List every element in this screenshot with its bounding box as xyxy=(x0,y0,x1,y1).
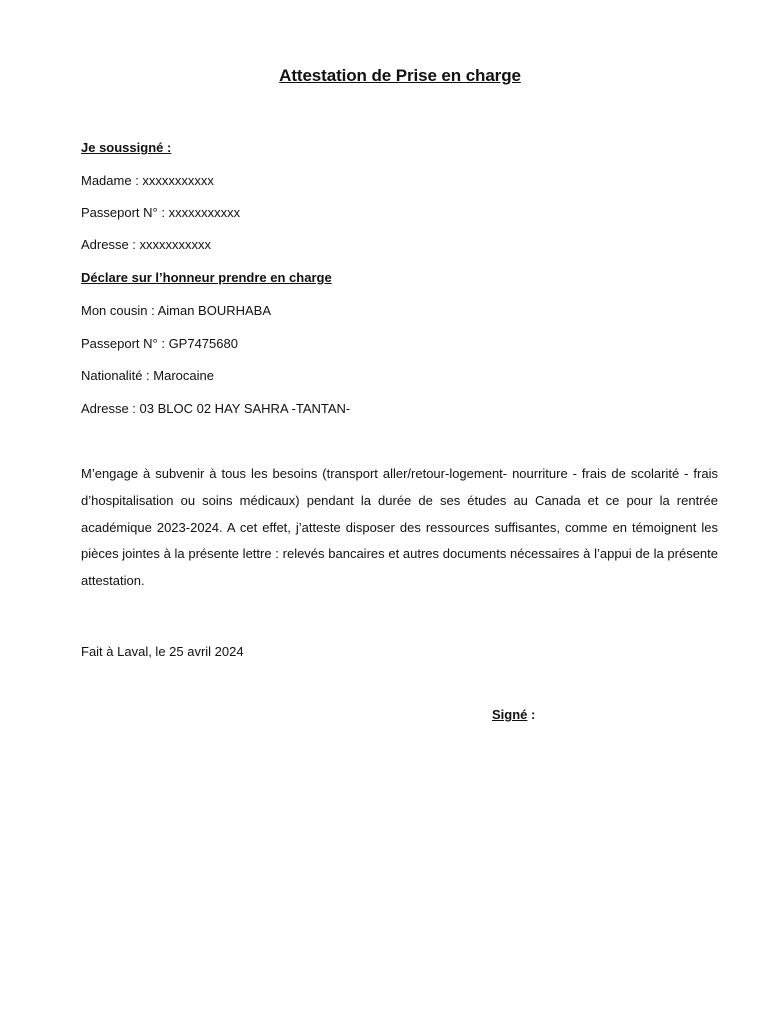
beneficiary-passport: Passeport N° : GP7475680 xyxy=(81,336,238,351)
section-heading-undersigned: Je soussigné : xyxy=(81,140,172,155)
document-title: Attestation de Prise en charge xyxy=(279,66,521,85)
signature-line xyxy=(492,707,535,722)
commitment-paragraph: M’engage à subvenir à tous les besoins (transport aller/retour-logement- nourriture - frais de scolarité - frais d’hospitalisation ou soins médicaux) pendant la durée de ses études au Canada et ce pour la rentrée académique 2023-2024. A cet effet, j’atteste disposer des ressources suffisantes, comme en témoignent les pièces jointes à la présente lettre : relevés bancaires et autres documents nécessaires à l’appui de la présente attestation. xyxy=(81,466,718,589)
place-and-date: Fait à Laval, le 25 avril 2024 xyxy=(81,644,244,659)
signature-colon: : xyxy=(527,707,536,722)
sponsor-name: Madame : xxxxxxxxxxx xyxy=(81,173,214,188)
signature-label: Signé xyxy=(492,707,528,722)
beneficiary-name: Mon cousin : Aiman BOURHABA xyxy=(81,303,272,318)
beneficiary-address: Adresse : 03 BLOC 02 HAY SAHRA -TANTAN- xyxy=(81,401,351,416)
beneficiary-nationality: Nationalité : Marocaine xyxy=(81,368,214,383)
sponsor-passport: Passeport N° : xxxxxxxxxxx xyxy=(81,205,241,220)
sponsor-address: Adresse : xxxxxxxxxxx xyxy=(81,237,212,252)
section-heading-declaration: Déclare sur l’honneur prendre en charge xyxy=(81,270,332,285)
